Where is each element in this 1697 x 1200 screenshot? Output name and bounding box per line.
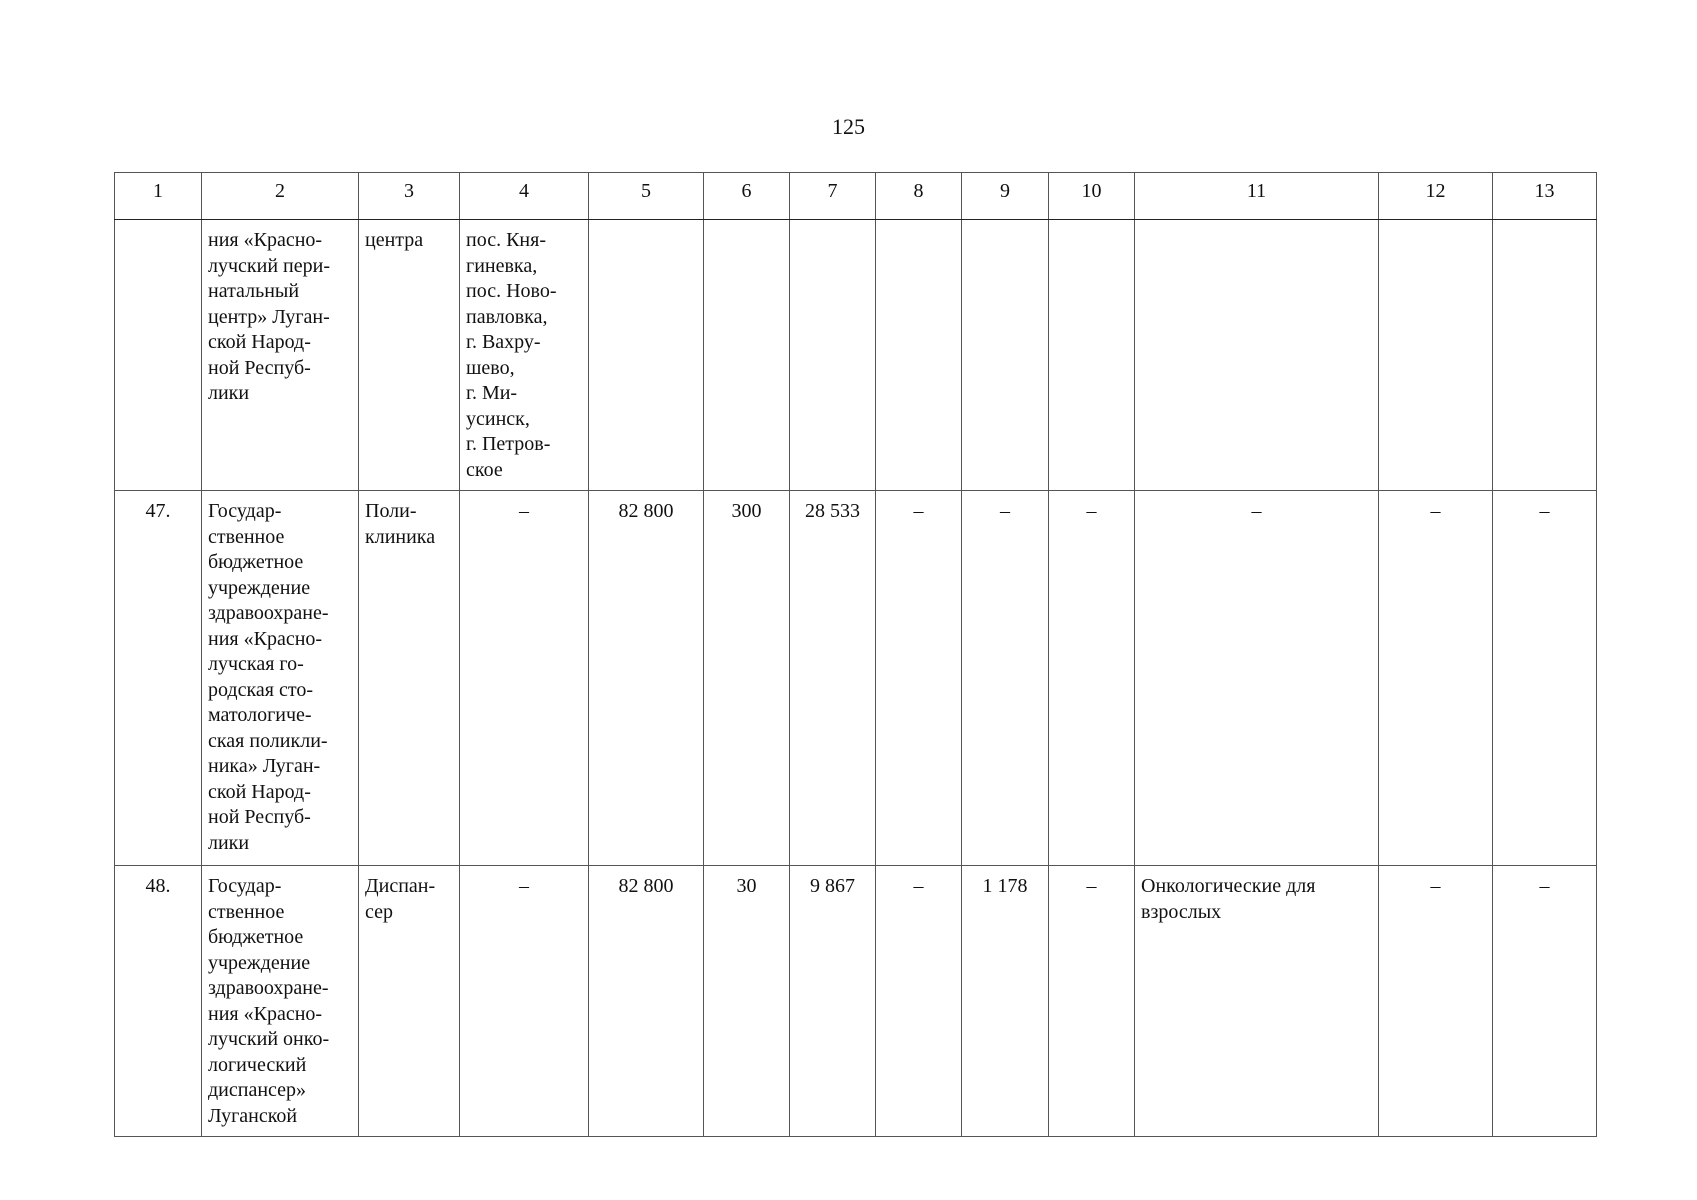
- table-cell: –: [876, 491, 962, 866]
- table-cell: –: [1135, 491, 1379, 866]
- facility-type-cell: Поли- клиника: [359, 491, 460, 866]
- table-cell: –: [876, 866, 962, 1137]
- column-header: 3: [359, 173, 460, 220]
- table-header-row: [115, 173, 1597, 220]
- table-cell: [876, 220, 962, 491]
- table-cell: [589, 220, 704, 491]
- column-header: 12: [1379, 173, 1493, 220]
- table-cell: –: [1049, 491, 1135, 866]
- table-cell: [1135, 220, 1379, 491]
- column-header: 8: [876, 173, 962, 220]
- institution-name-cell: ния «Красно- лучский пери- натальный центр» Луган- ской Народ- ной Респуб- лики: [202, 220, 359, 491]
- table-cell: Онкологические для взрослых: [1135, 866, 1379, 1137]
- service-area-cell: –: [460, 866, 589, 1137]
- column-header: 7: [790, 173, 876, 220]
- table-cell: 300: [704, 491, 790, 866]
- table-cell: –: [1493, 491, 1597, 866]
- facility-type-cell: центра: [359, 220, 460, 491]
- table-row: [115, 220, 1597, 491]
- column-header: 9: [962, 173, 1049, 220]
- column-header: 4: [460, 173, 589, 220]
- table-cell: 82 800: [589, 866, 704, 1137]
- institution-name-cell: Государ- ственное бюджетное учреждение здравоохране- ния «Красно- лучская го- родская сто- матологиче- ская поликли- ника» Луган- ской Народ- ной Респуб- лики: [202, 491, 359, 866]
- row-number-cell: [115, 220, 202, 491]
- institution-name-cell: Государ- ственное бюджетное учреждение здравоохране- ния «Красно- лучский онко- логический диспансер» Луганской: [202, 866, 359, 1137]
- row-number-cell: 47.: [115, 491, 202, 866]
- column-header: 1: [115, 173, 202, 220]
- table-cell: –: [1049, 866, 1135, 1137]
- data-table: [114, 172, 1597, 1137]
- page-number: 125: [832, 114, 865, 139]
- column-header: 11: [1135, 173, 1379, 220]
- table-cell: 9 867: [790, 866, 876, 1137]
- column-header: 2: [202, 173, 359, 220]
- column-header: 13: [1493, 173, 1597, 220]
- table-cell: –: [1379, 491, 1493, 866]
- table-cell: 28 533: [790, 491, 876, 866]
- table-cell: 30: [704, 866, 790, 1137]
- service-area-cell: –: [460, 491, 589, 866]
- table-row: [115, 491, 1597, 866]
- facility-type-cell: Диспан- сер: [359, 866, 460, 1137]
- table-cell: –: [1493, 866, 1597, 1137]
- service-area-cell: пос. Кня- гиневка, пос. Ново- павловка, г. Вахру- шево, г. Ми- усинск, г. Петров- ское: [460, 220, 589, 491]
- row-number-cell: 48.: [115, 866, 202, 1137]
- column-header: 10: [1049, 173, 1135, 220]
- column-header: 5: [589, 173, 704, 220]
- table-cell: –: [1379, 866, 1493, 1137]
- table-cell: [1379, 220, 1493, 491]
- table-cell: 1 178: [962, 866, 1049, 1137]
- table-cell: –: [962, 491, 1049, 866]
- table-cell: 82 800: [589, 491, 704, 866]
- table-cell: [1049, 220, 1135, 491]
- table-row: [115, 866, 1597, 1137]
- table-cell: [1493, 220, 1597, 491]
- table-cell: [790, 220, 876, 491]
- table-cell: [704, 220, 790, 491]
- column-header: 6: [704, 173, 790, 220]
- table-cell: [962, 220, 1049, 491]
